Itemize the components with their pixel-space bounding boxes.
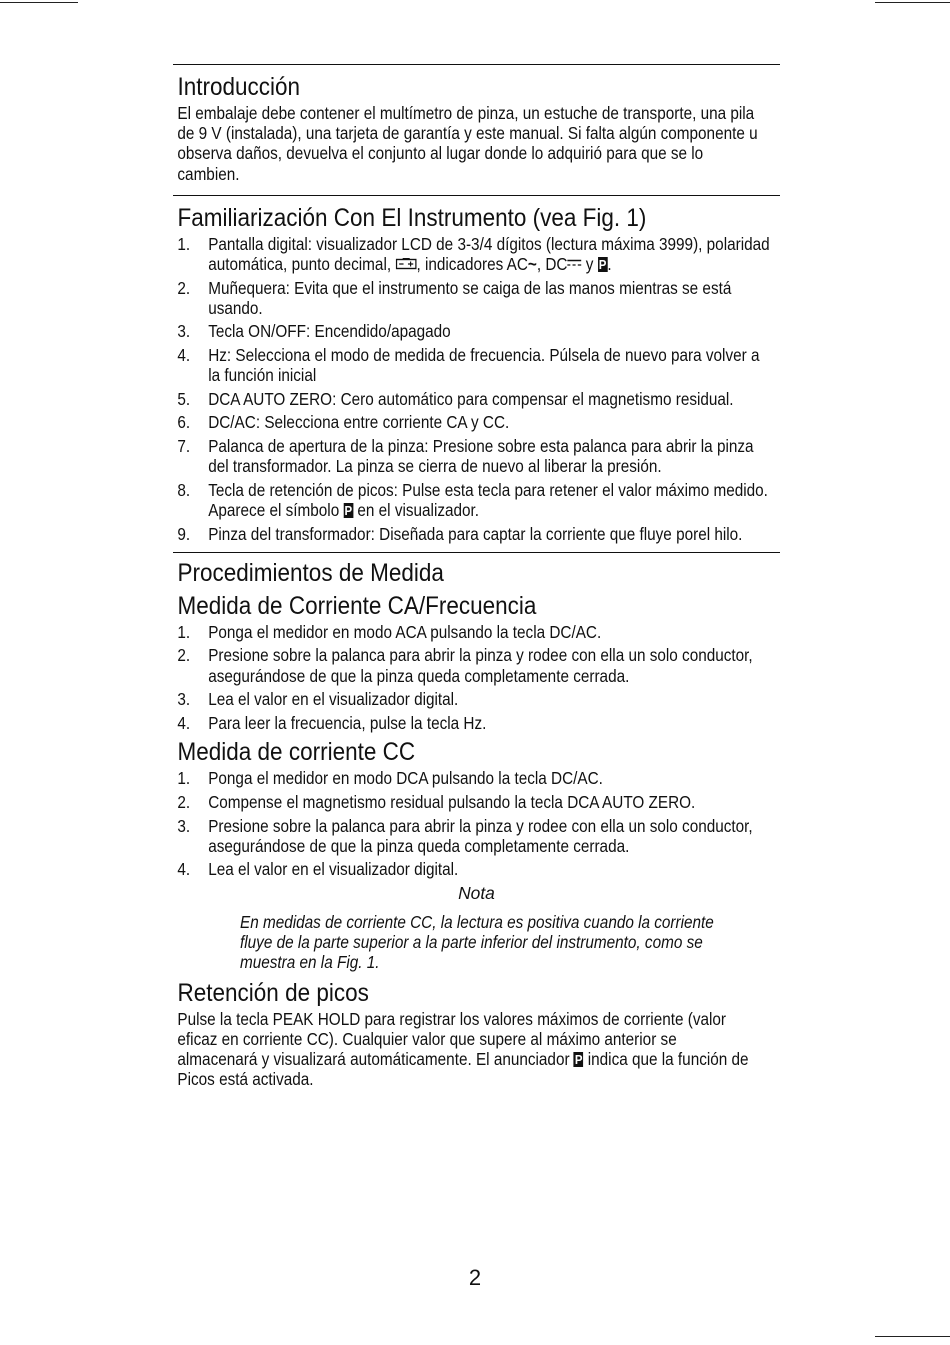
item-text: . bbox=[607, 254, 612, 275]
item-text: y bbox=[581, 254, 598, 275]
list-item bbox=[173, 645, 771, 685]
crop-mark-top-right bbox=[875, 2, 950, 3]
list-item bbox=[173, 436, 771, 476]
crop-mark-bottom-right bbox=[875, 1336, 950, 1337]
item-number: 2. bbox=[177, 791, 191, 812]
note-text: En medidas de corriente CC, la lectura es positiva cuando la corriente fluye de la parte superior a la parte inferior del instrumento, como se muestra en la Fig. 1. bbox=[240, 911, 714, 973]
item-text: Hz: Selecciona el modo de medida de frecuencia. Púlsela de nuevo para volver a la función inicial bbox=[208, 345, 760, 386]
list-item bbox=[173, 412, 771, 432]
item-text: Tecla ON/OFF: Encendido/apagado bbox=[208, 321, 451, 342]
item-number: 8. bbox=[177, 479, 191, 500]
item-text: en el visualizador. bbox=[353, 499, 480, 520]
list-item bbox=[173, 234, 771, 274]
item-text: Pantalla digital: visualizador LCD de 3-3/4 dígitos (lectura máxima 3999), polaridad automática, punto decimal, bbox=[208, 233, 770, 275]
list-item bbox=[173, 321, 771, 341]
item-number: 4. bbox=[177, 859, 191, 880]
section-divider bbox=[173, 195, 780, 196]
item-number: 4. bbox=[177, 345, 191, 365]
item-number: 1. bbox=[177, 621, 191, 642]
list-item bbox=[173, 816, 771, 856]
item-text: Presione sobre la palanca para abrir la pinza y rodee con ella un solo conductor, asegurándose de que la pinza queda completamente cerrada. bbox=[208, 815, 753, 856]
item-text: Ponga el medidor en modo ACA pulsando la tecla DC/AC. bbox=[208, 621, 602, 642]
item-text: Ponga el medidor en modo DCA pulsando la tecla DC/AC. bbox=[208, 768, 603, 789]
peak-p-icon: P bbox=[574, 1051, 583, 1067]
section-divider bbox=[173, 552, 780, 553]
peak-p-icon: P bbox=[344, 502, 353, 518]
crop-mark-top-left bbox=[0, 2, 78, 3]
ac-wave-icon: ~ bbox=[527, 254, 537, 275]
ac-current-heading: Medida de Corriente CA/Frecuencia bbox=[177, 591, 537, 620]
item-text: DC/AC: Selecciona entre corriente CA y CC. bbox=[208, 412, 510, 433]
item-text: , indicadores AC bbox=[416, 254, 528, 275]
intro-paragraph: El embalaje debe contener el multímetro de pinza, un estuche de transporte, una pila de 9 V (instalada), una tarjeta de garantía y este manual. Si falta algún componente u observa daños, devuelva el conjunto al lugar donde lo adquirió para que se lo cambien. bbox=[177, 103, 758, 184]
dc-symbol-icon bbox=[567, 258, 581, 268]
component-list bbox=[173, 234, 780, 544]
item-text: Para leer la frecuencia, pulse la tecla Hz. bbox=[208, 712, 487, 733]
list-item bbox=[173, 524, 771, 544]
section-divider bbox=[173, 64, 780, 65]
list-item bbox=[173, 345, 771, 385]
item-text: Presione sobre la palanca para abrir la pinza y rodee con ella un solo conductor, asegurándose de que la pinza queda completamente cerrada. bbox=[208, 645, 753, 686]
item-number: 3. bbox=[177, 689, 191, 710]
item-number: 7. bbox=[177, 435, 191, 456]
item-text: DCA AUTO ZERO: Cero automático para compensar el magnetismo residual. bbox=[208, 388, 734, 409]
manual-page bbox=[173, 64, 780, 1089]
list-item bbox=[173, 859, 771, 879]
item-number: 2. bbox=[177, 645, 191, 666]
peak-hold-paragraph bbox=[173, 1009, 758, 1090]
familiarization-section bbox=[173, 195, 780, 544]
item-text: Lea el valor en el visualizador digital. bbox=[208, 859, 459, 880]
item-number: 1. bbox=[177, 768, 191, 789]
list-item bbox=[173, 622, 771, 642]
peak-p-icon: P bbox=[598, 257, 607, 273]
item-text: , DC bbox=[536, 254, 568, 275]
list-item bbox=[173, 480, 771, 520]
item-number: 4. bbox=[177, 712, 191, 733]
item-text: Lea el valor en el visualizador digital. bbox=[208, 689, 459, 710]
dc-steps-list bbox=[173, 768, 780, 879]
intro-section bbox=[173, 64, 780, 184]
battery-icon bbox=[395, 258, 416, 270]
item-number: 6. bbox=[177, 412, 191, 433]
procedures-section bbox=[173, 552, 780, 1090]
intro-heading: Introducción bbox=[177, 73, 301, 101]
dc-current-heading: Medida de corriente CC bbox=[177, 738, 416, 767]
list-item bbox=[173, 278, 771, 318]
item-text: Compense el magnetismo residual pulsando la tecla DCA AUTO ZERO. bbox=[208, 791, 696, 812]
item-number: 3. bbox=[177, 321, 191, 342]
list-item bbox=[173, 389, 771, 409]
list-item bbox=[173, 792, 771, 812]
page-number: 2 bbox=[468, 1265, 482, 1290]
familiarization-heading: Familiarización Con El Instrumento (vea Fig. 1) bbox=[177, 203, 647, 232]
item-number: 9. bbox=[177, 523, 191, 544]
paragraph-text: indica que la función de Picos está activada. bbox=[177, 1048, 749, 1090]
item-text: Tecla de retención de picos: Pulse esta tecla para retener el valor máximo medido. Aparece el símbolo bbox=[208, 479, 768, 520]
list-item bbox=[173, 768, 771, 788]
item-text: Palanca de apertura de la pinza: Presione sobre esta palanca para abrir la pinza del transformador. La pinza se cierra de nuevo al liberar la presión. bbox=[208, 435, 754, 477]
peak-hold-heading: Retención de picos bbox=[177, 978, 369, 1007]
note-title: Nota bbox=[458, 882, 495, 903]
item-number: 2. bbox=[177, 277, 191, 298]
procedures-heading: Procedimientos de Medida bbox=[177, 558, 444, 587]
paragraph-text: Pulse la tecla PEAK HOLD para registrar los valores máximos de corriente (valor eficaz en corriente CC). Cualquier valor que supere al máximo anterior se almacenará y visualizará automáticamente. El anunciador bbox=[177, 1008, 726, 1069]
item-text: Pinza del transformador: Diseñada para captar la corriente que fluye porel hilo. bbox=[208, 523, 743, 544]
item-number: 1. bbox=[177, 233, 191, 254]
item-number: 5. bbox=[177, 388, 191, 409]
list-item bbox=[173, 689, 771, 709]
list-item bbox=[173, 713, 771, 733]
ac-steps-list bbox=[173, 622, 780, 733]
item-text: Muñequera: Evita que el instrumento se caiga de las manos mientras se está usando. bbox=[208, 277, 732, 318]
item-number: 3. bbox=[177, 815, 191, 836]
